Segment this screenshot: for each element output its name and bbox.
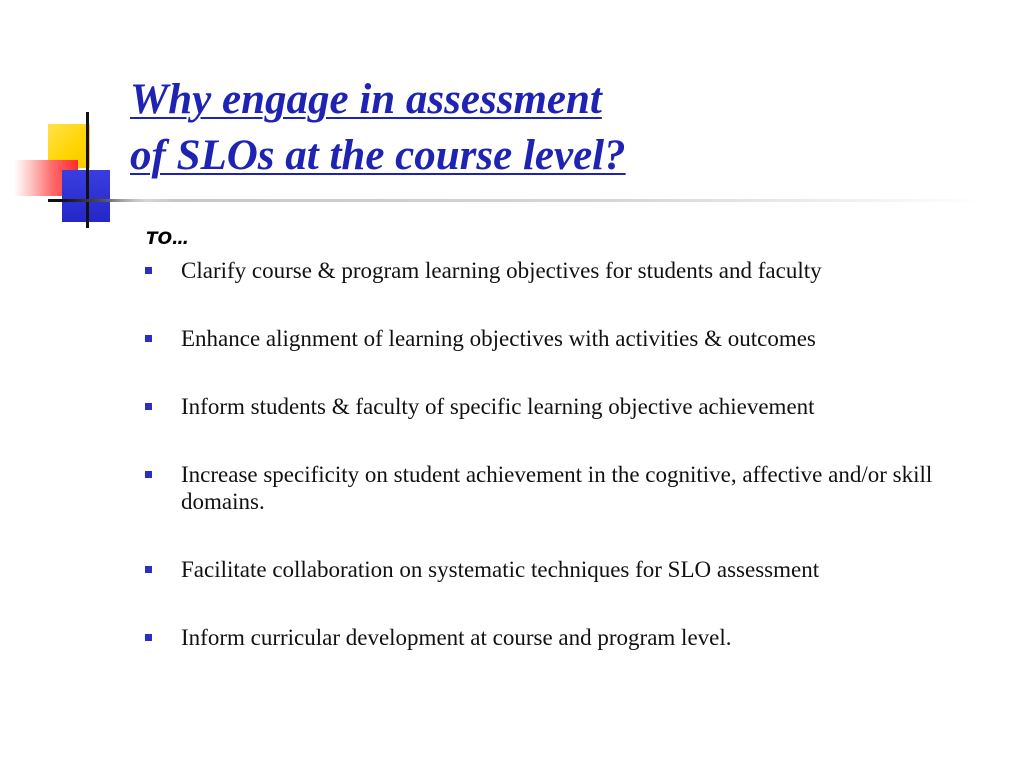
- bullet-text: Inform students & faculty of specific learning objective achievement: [181, 394, 815, 419]
- color-blocks-logo-icon: [0, 0, 150, 240]
- list-item: [140, 624, 1000, 651]
- square-bullet-icon: [145, 267, 152, 274]
- title-line-1: Why engage in assessment: [130, 76, 602, 123]
- square-bullet-icon: [145, 335, 152, 342]
- list-item: [140, 556, 1000, 583]
- bullet-text: Facilitate collaboration on systematic techniques for SLO assessment: [181, 557, 820, 582]
- square-bullet-icon: [145, 566, 152, 573]
- square-bullet-icon: [145, 403, 152, 410]
- bullet-text: Increase specificity on student achievement in the cognitive, affective and/or skill domains.: [181, 462, 933, 514]
- logo-vertical-line: [86, 112, 89, 228]
- slide-title: [130, 72, 1010, 184]
- bullet-text: Inform curricular development at course and program level.: [181, 625, 732, 650]
- list-item: [140, 393, 1000, 420]
- bullet-text: Clarify course & program learning objectives for students and faculty: [181, 258, 822, 283]
- title-divider: [64, 199, 984, 202]
- title-line-2: of SLOs at the course level?: [130, 132, 626, 179]
- bullet-list: [140, 257, 1000, 692]
- list-item: [140, 257, 1000, 284]
- square-bullet-icon: [145, 634, 152, 641]
- bullet-text: Enhance alignment of learning objectives with activities & outcomes: [181, 326, 816, 351]
- lead-text: TO…: [146, 229, 190, 249]
- list-item: [140, 461, 1000, 515]
- list-item: [140, 325, 1000, 352]
- square-bullet-icon: [145, 471, 152, 478]
